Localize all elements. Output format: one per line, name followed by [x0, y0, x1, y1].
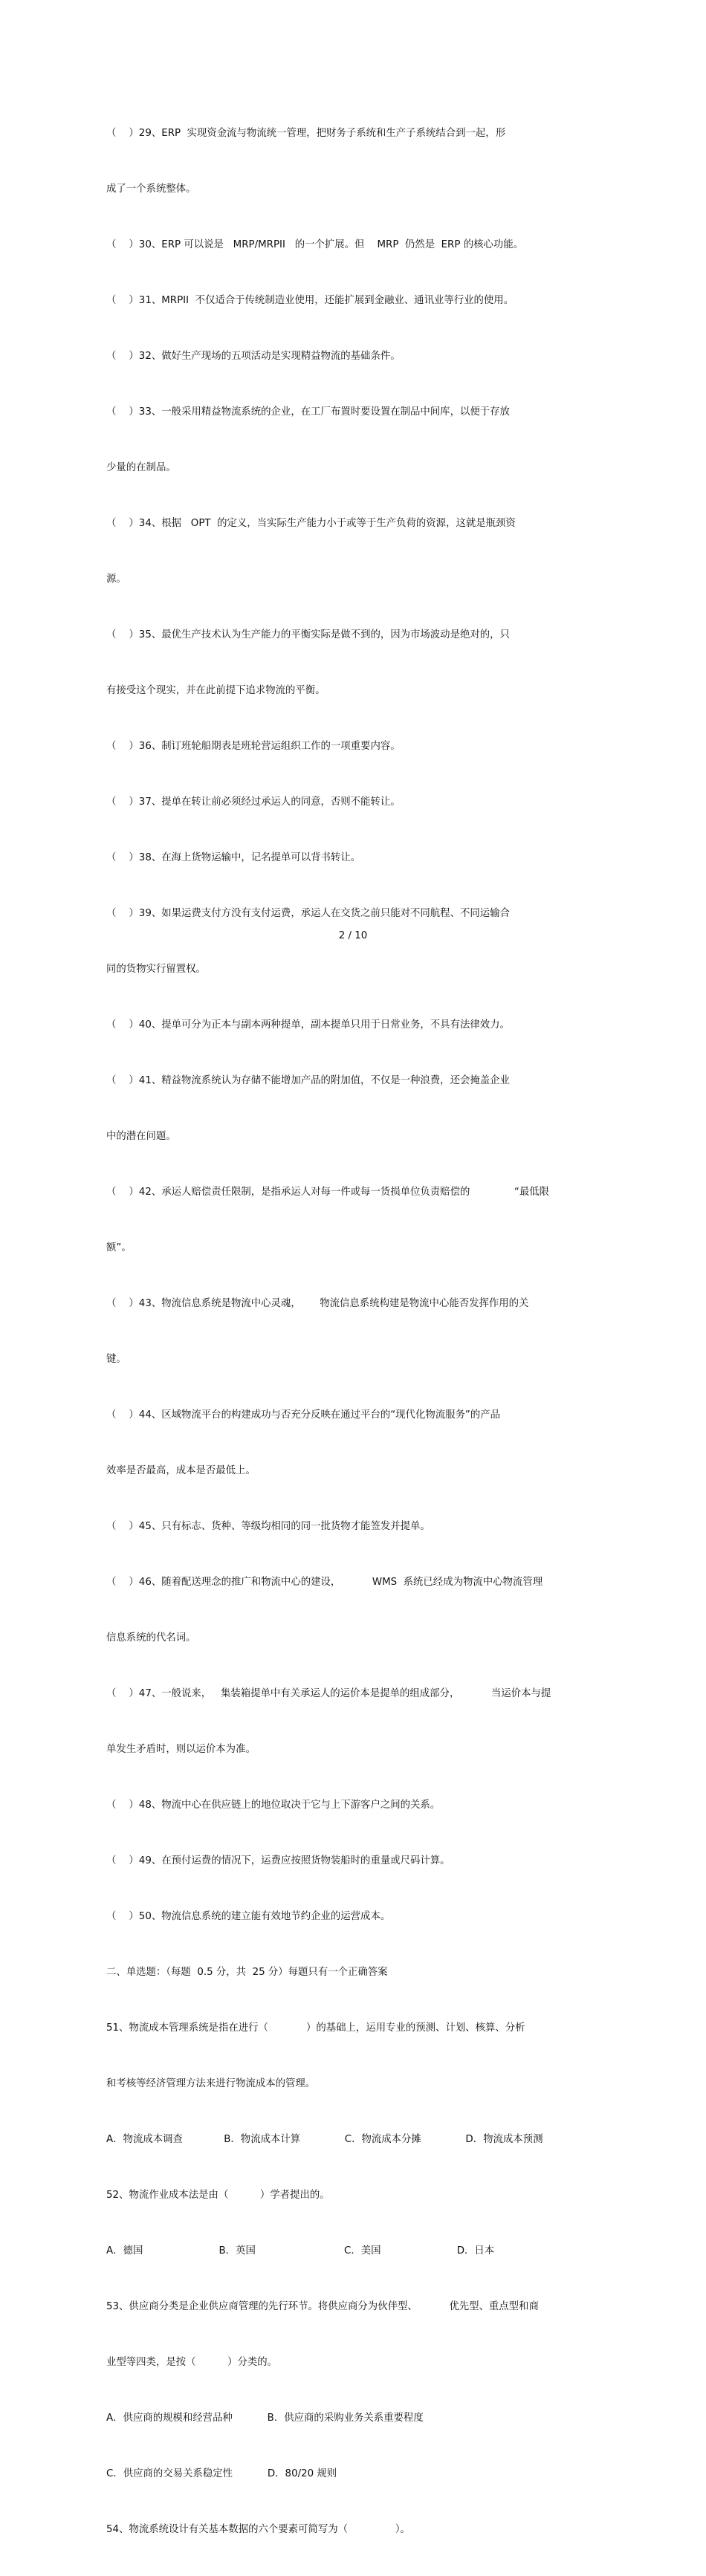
text-line: 和考核等经济管理方法来进行物流成本的管理。: [106, 2078, 316, 2089]
text-line: （ ）43、物流信息系统是物流中心灵魂， 物流信息系统构建是物流中心能否发挥作用的关: [106, 1298, 529, 1309]
text-line: 业型等四类，是按（ ）分类的。: [106, 2357, 278, 2368]
document-body: [106, 87, 600, 2576]
text-line: （ ）31、MRPII 不仅适合于传统制造业使用，还能扩展到金融业、通讯业等行业的使用。: [106, 295, 514, 306]
options-line: A．物流成本调查 B．物流成本计算 C．物流成本分摊 D．物流成本预测: [106, 2134, 543, 2145]
text-line: （ ）34、根据 OPT 的定义，当实际生产能力小于或等于生产负荷的资源，这就是瓶颈资: [106, 518, 516, 529]
text-line: 有接受这个现实，并在此前提下追求物流的平衡。: [106, 685, 326, 696]
text-line: 键。: [106, 1354, 126, 1365]
text-line: 源。: [106, 574, 126, 585]
text-line: （ ）37、提单在转让前必须经过承运人的同意，否则不能转让。: [106, 797, 401, 808]
text-line: （ ）42、承运人赔偿责任限制，是指承运人对每一件或每一货损单位负责赔偿的 “最低限: [106, 1187, 550, 1198]
section-heading: 二、单选题：（每题 0.5 分，共 25 分）每题只有一个正确答案: [106, 1967, 388, 1978]
text-line: （ ）44、区域物流平台的构建成功与否充分反映在通过平台的“现代化物流服务”的产品: [106, 1409, 500, 1421]
text-line: （ ）41、精益物流系统认为存储不能增加产品的附加值，不仅是一种浪费，还会掩盖企业: [106, 1075, 510, 1086]
text-line: （ ）46、随着配送理念的推广和物流中心的建设， WMS 系统已经成为物流中心物流管理: [106, 1577, 543, 1588]
text-line: （ ）29、ERP 实现资金流与物流统一管理，把财务子系统和生产子系统结合到一起，形: [106, 128, 506, 139]
text-line: 单发生矛盾时，则以运价本为准。: [106, 1744, 256, 1755]
text-line: （ ）33、一般采用精益物流系统的企业，在工厂布置时要设置在制品中间库，以便于存放: [106, 406, 510, 418]
options-line: C．供应商的交易关系稳定性 D．80/20 规则: [106, 2468, 337, 2479]
text-line: （ ）39、如果运费支付方没有支付运费，承运人在交货之前只能对不同航程、不同运输合: [106, 908, 510, 919]
text-line: 52、物流作业成本法是由（ ）学者提出的。: [106, 2190, 330, 2201]
text-line: （ ）36、制订班轮船期表是班轮营运组织工作的一项重要内容。: [106, 741, 401, 752]
text-line: 信息系统的代名词。: [106, 1632, 196, 1644]
text-line: 54、物流系统设计有关基本数据的六个要素可简写为（ ）。: [106, 2524, 410, 2535]
text-line: 53、供应商分类是企业供应商管理的先行环节。将供应商分为伙伴型、 优先型、重点型和商: [106, 2301, 539, 2312]
text-line: （ ）47、一般说来， 集装箱提单中有关承运人的运价本是提单的组成部分， 当运价本与提: [106, 1688, 551, 1699]
options-line: A．德国 B．英国 C．美国 D．日本: [106, 2245, 495, 2257]
text-line: （ ）45、只有标志、货种、等级均相同的同一批货物才能签发并提单。: [106, 1521, 430, 1532]
page-number: 2 / 10: [338, 930, 368, 941]
text-line: 少量的在制品。: [106, 462, 176, 473]
text-line: （ ）48、物流中心在供应链上的地位取决于它与上下游客户之间的关系。: [106, 1800, 441, 1811]
text-line: （ ）38、在海上货物运输中，记名提单可以背书转让。: [106, 852, 361, 863]
text-line: （ ）50、物流信息系统的建立能有效地节约企业的运营成本。: [106, 1911, 391, 1922]
text-line: （ ）35、最优生产技术认为生产能力的平衡实际是做不到的，因为市场波动是绝对的，只: [106, 629, 510, 640]
text-line: 效率是否最高，成本是否最低上。: [106, 1465, 256, 1476]
text-line: 额”。: [106, 1242, 132, 1253]
text-line: （ ）30、ERP 可以说是 MRP/MRPII 的一个扩展。但 MRP 仍然是 ERP 的核心功能。: [106, 239, 524, 250]
text-line: （ ）49、在预付运费的情况下，运费应按照货物装船时的重量或尺码计算。: [106, 1855, 450, 1866]
text-line: 中的潜在问题。: [106, 1131, 176, 1142]
text-line: 51、物流成本管理系统是指在进行（ ）的基础上，运用专业的预测、计划、核算、分析: [106, 2022, 525, 2034]
text-line: （ ）40、提单可分为正本与副本两种提单，副本提单只用于日常业务，不具有法律效力。: [106, 1019, 510, 1031]
text-line: 同的货物实行留置权。: [106, 964, 206, 975]
text-line: 成了一个系统整体。: [106, 184, 196, 195]
options-line: A．供应商的规模和经营品种 B．供应商的采购业务关系重要程度: [106, 2413, 424, 2424]
text-line: （ ）32、做好生产现场的五项活动是实现精益物流的基础条件。: [106, 351, 401, 362]
